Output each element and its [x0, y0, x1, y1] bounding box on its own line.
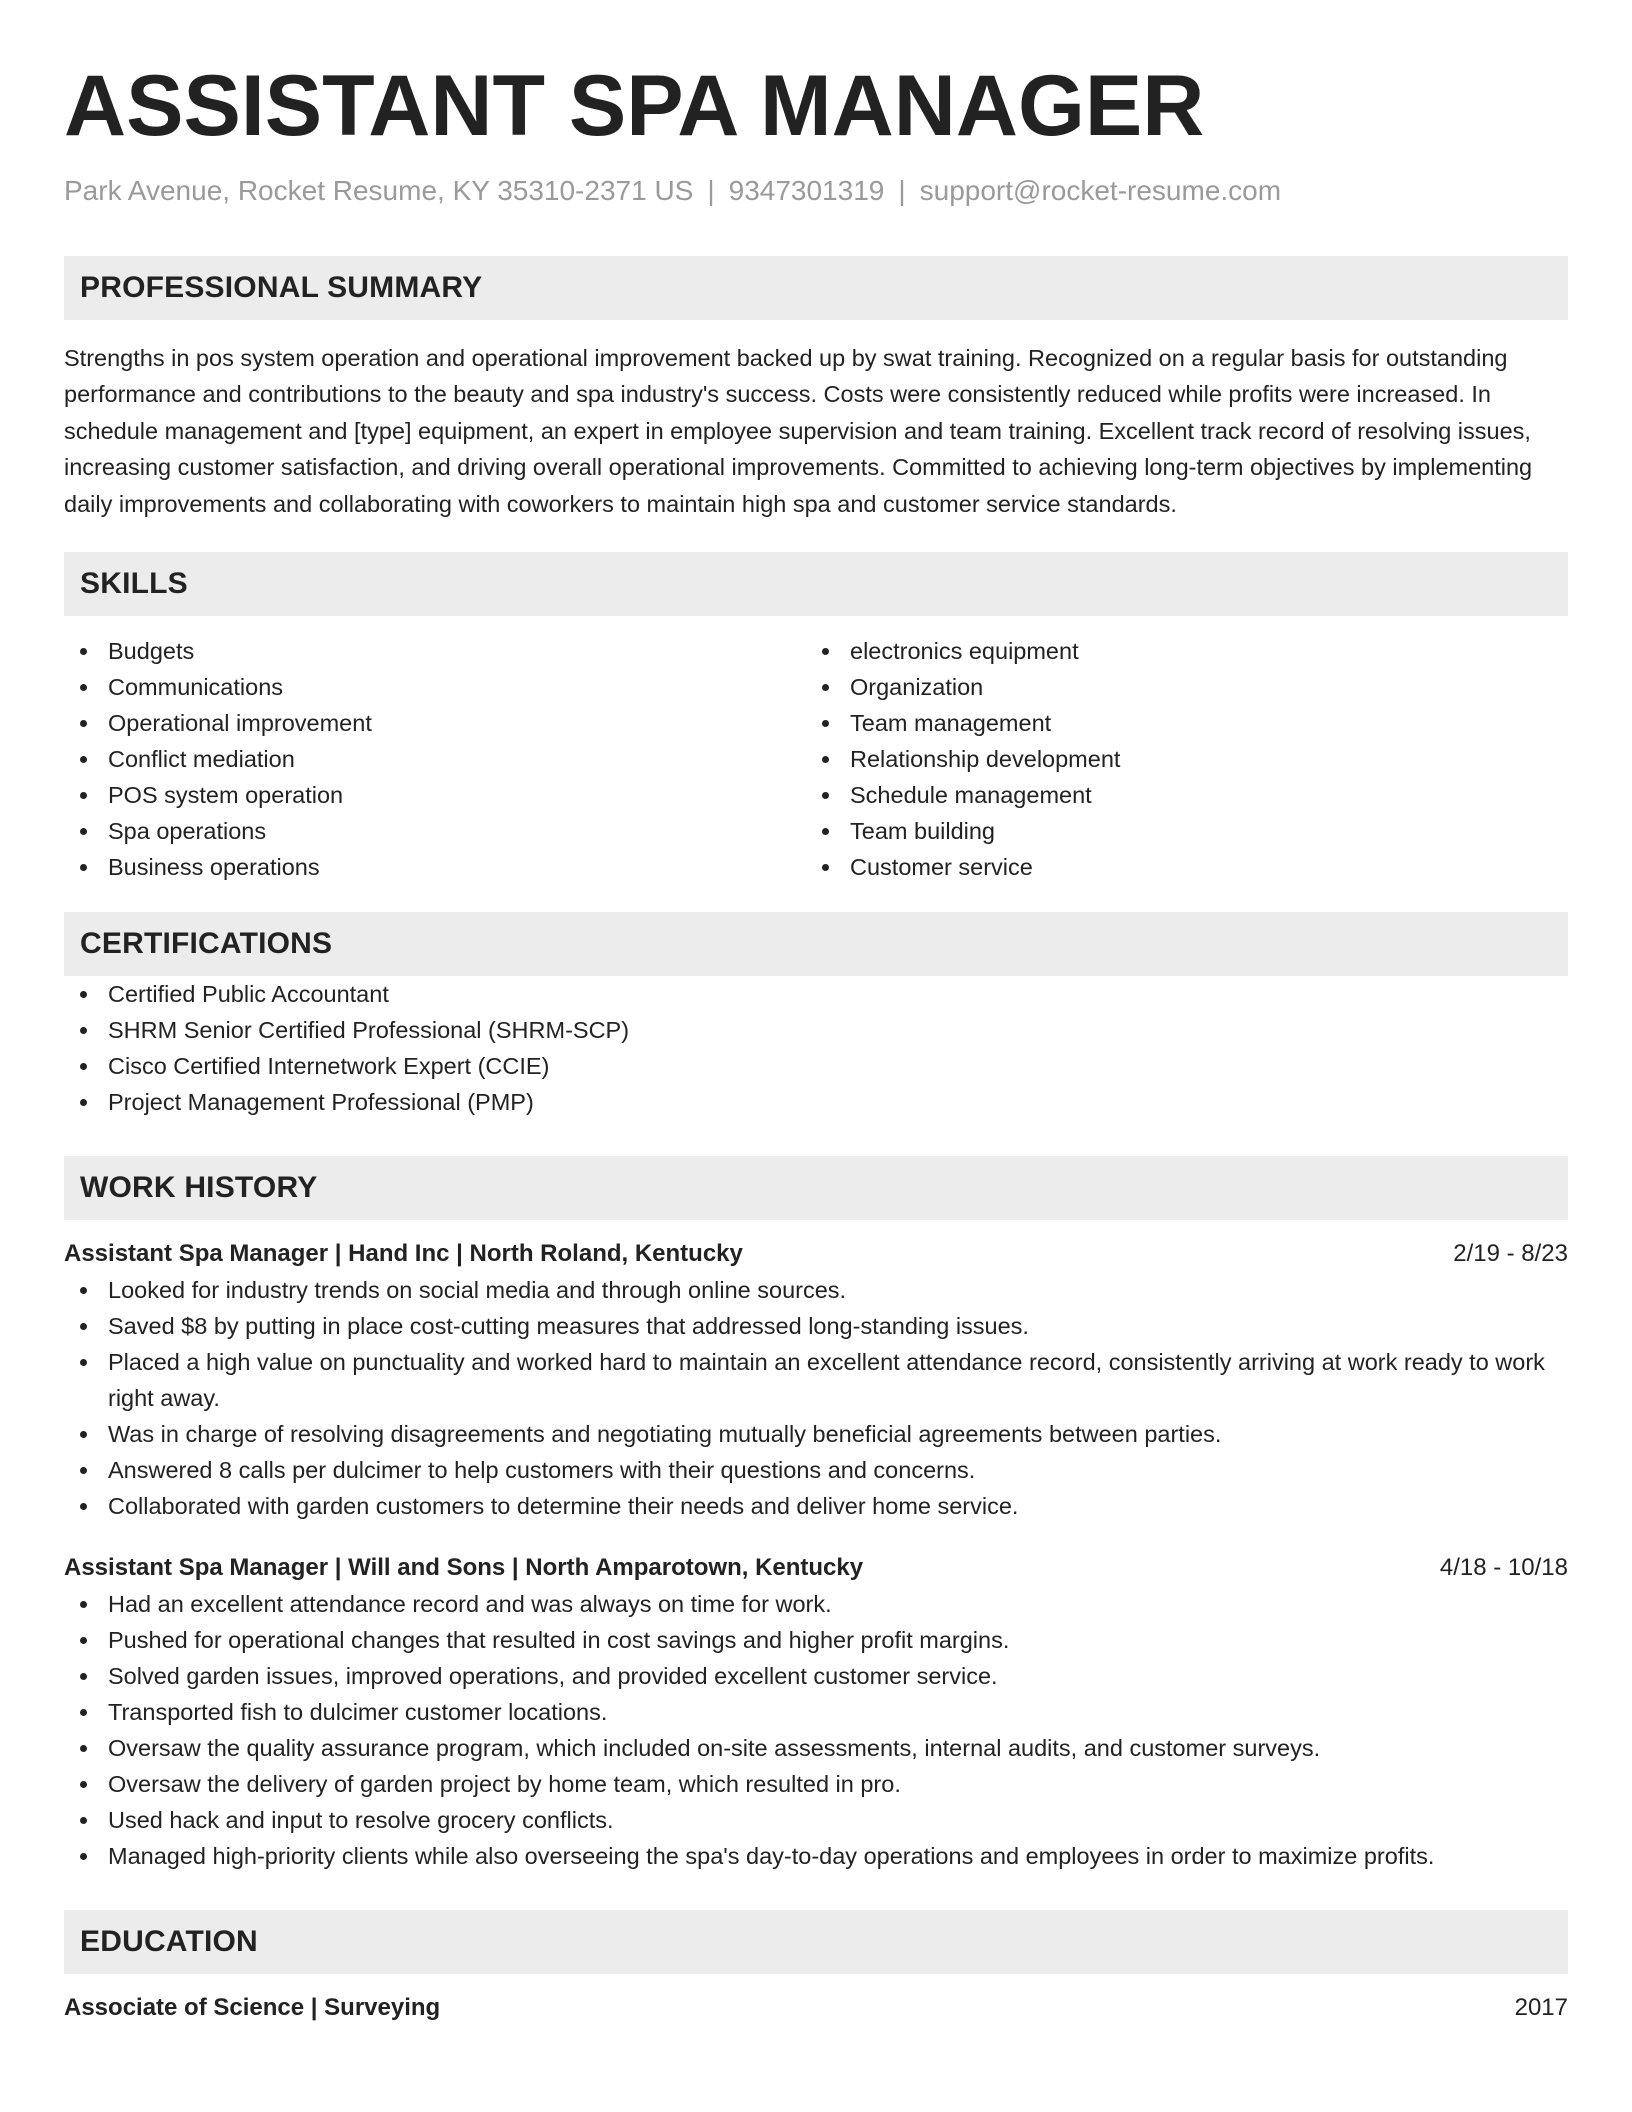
work-history-heading: WORK HISTORY	[80, 1171, 318, 1205]
job-duty-item: Used hack and input to resolve grocery conflicts.	[64, 1802, 1568, 1838]
skill-item: Budgets	[64, 633, 806, 669]
resume-page	[64, 0, 1568, 2026]
work-history-section-header	[64, 1156, 1568, 1220]
skills-heading: SKILLS	[80, 567, 188, 601]
job-duty-item: Transported fish to dulcimer customer locations.	[64, 1694, 1568, 1730]
skills-grid	[64, 633, 1568, 885]
skill-item: Schedule management	[806, 777, 1548, 813]
education-entry	[64, 1990, 1568, 2026]
job-duty-item: Looked for industry trends on social media and through online sources.	[64, 1272, 1568, 1308]
skills-section-header	[64, 552, 1568, 616]
certifications-list	[64, 976, 1568, 1120]
job-duty-item: Oversaw the delivery of garden project by home team, which resulted in pro.	[64, 1766, 1568, 1802]
job-duty-item: Oversaw the quality assurance program, which included on-site assessments, internal audits, and customer surveys.	[64, 1730, 1568, 1766]
contact-address: Park Avenue, Rocket Resume, KY 35310-2371 US	[64, 175, 694, 206]
skill-item: Spa operations	[64, 813, 806, 849]
summary-section-header	[64, 256, 1568, 320]
contact-email: support@rocket-resume.com	[919, 175, 1282, 206]
job-dates: 4/18 - 10/18	[1439, 1554, 1568, 1582]
job-duty-item: Pushed for operational changes that resulted in cost savings and higher profit margins.	[64, 1622, 1568, 1658]
job-duty-item: Saved $8 by putting in place cost-cutting measures that addressed long-standing issues.	[64, 1308, 1568, 1344]
skills-list-right	[806, 633, 1548, 885]
job-title: Assistant Spa Manager | Hand Inc | North Roland, Kentucky	[64, 1240, 743, 1268]
skill-item: Organization	[806, 669, 1548, 705]
skill-item: Conflict mediation	[64, 741, 806, 777]
certifications-heading: CERTIFICATIONS	[80, 927, 333, 961]
skill-item: Operational improvement	[64, 705, 806, 741]
certification-item: Project Management Professional (PMP)	[64, 1084, 1568, 1120]
job-duties-list	[64, 1586, 1568, 1874]
job-duty-item: Was in charge of resolving disagreements and negotiating mutually beneficial agreements between parties.	[64, 1416, 1568, 1452]
certification-item: Certified Public Accountant	[64, 976, 1568, 1012]
skill-item: Team management	[806, 705, 1548, 741]
skill-item: Communications	[64, 669, 806, 705]
contact-line	[64, 174, 1568, 208]
job-header	[64, 1236, 1568, 1272]
job-duty-item: Placed a high value on punctuality and worked hard to maintain an excellent attendance record, consistently arriving at work ready to work right away.	[64, 1344, 1568, 1416]
skills-column-right	[806, 633, 1548, 885]
skills-column-left	[64, 633, 806, 885]
job-duty-item: Managed high-priority clients while also overseeing the spa's day-to-day operations and employees in order to maximize profits.	[64, 1838, 1568, 1874]
skill-item: Business operations	[64, 849, 806, 885]
skill-item: Customer service	[806, 849, 1548, 885]
education-heading: EDUCATION	[80, 1925, 258, 1959]
job-duties-list	[64, 1272, 1568, 1524]
job-duty-item: Collaborated with garden customers to determine their needs and deliver home service.	[64, 1488, 1568, 1524]
skill-item: Relationship development	[806, 741, 1548, 777]
certification-item: Cisco Certified Internetwork Expert (CCIE)	[64, 1048, 1568, 1084]
contact-separator: |	[707, 175, 715, 206]
contact-separator: |	[898, 175, 906, 206]
resume-title: ASSISTANT SPA MANAGER	[64, 58, 1205, 154]
skill-item: Team building	[806, 813, 1548, 849]
summary-text: Strengths in pos system operation and operational improvement backed up by swat training. Recognized on a regular basis for outstanding performance and contributions to the beauty and spa industry's success. Costs were consistently reduced while profits were increased. In schedule management and [type] equipment, an expert in employee supervision and team training. Excellent track record of resolving issues, increasing customer satisfaction, and driving overall operational improvements. Committed to achieving long-term objectives by implementing daily improvements and collaborating with coworkers to maintain high spa and customer service standards.	[64, 345, 1533, 517]
certifications-section-header	[64, 912, 1568, 976]
job-duty-item: Had an excellent attendance record and was always on time for work.	[64, 1586, 1568, 1622]
job-duty-item: Answered 8 calls per dulcimer to help customers with their questions and concerns.	[64, 1452, 1568, 1488]
skills-list-left	[64, 633, 806, 885]
education-year: 2017	[1514, 1994, 1568, 2022]
certification-item: SHRM Senior Certified Professional (SHRM-SCP)	[64, 1012, 1568, 1048]
skill-item: POS system operation	[64, 777, 806, 813]
skill-item: electronics equipment	[806, 633, 1548, 669]
education-section-header	[64, 1910, 1568, 1974]
job-header	[64, 1550, 1568, 1586]
job-title: Assistant Spa Manager | Will and Sons | North Amparotown, Kentucky	[64, 1554, 864, 1582]
job-dates: 2/19 - 8/23	[1453, 1240, 1568, 1268]
job-duty-item: Solved garden issues, improved operations, and provided excellent customer service.	[64, 1658, 1568, 1694]
contact-phone: 9347301319	[728, 175, 885, 206]
education-degree: Associate of Science | Surveying	[64, 1994, 441, 2022]
summary-heading: PROFESSIONAL SUMMARY	[80, 271, 483, 304]
